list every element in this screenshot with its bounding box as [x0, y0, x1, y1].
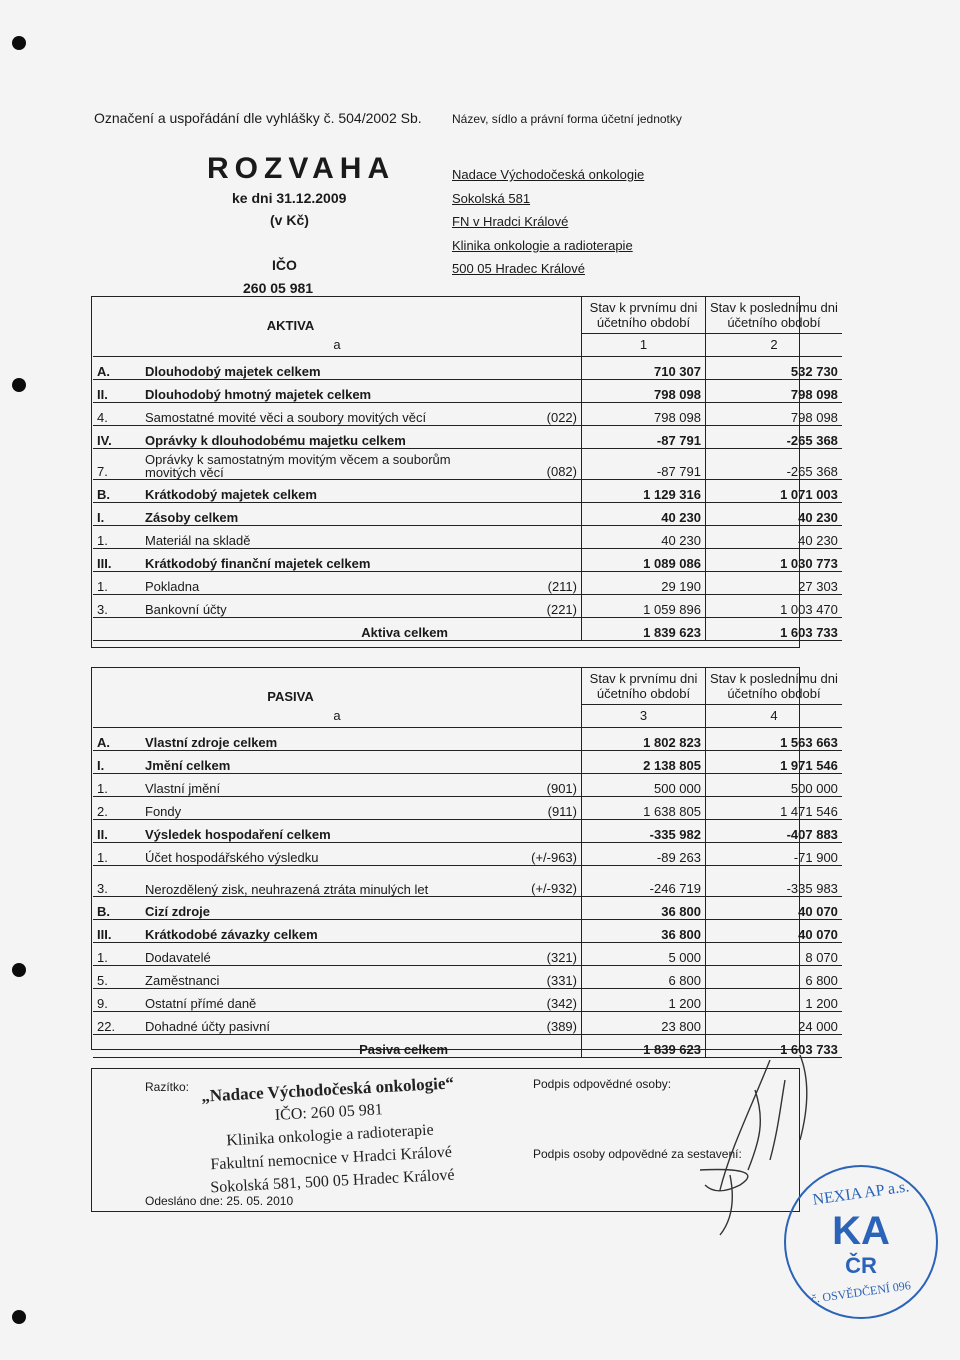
row-label: Účet hospodářského výsledku	[141, 842, 488, 865]
table-row	[93, 942, 842, 965]
row-value-start: 710 307	[582, 356, 706, 379]
row-value-start: 5 000	[582, 942, 706, 965]
row-value-end: 40 230	[706, 525, 842, 548]
page-title: ROZVAHA	[207, 152, 396, 185]
row-value-end: 1 200	[706, 988, 842, 1011]
auditor-seal	[784, 1165, 938, 1319]
aktiva-total-v2: 1 603 733	[706, 617, 842, 640]
row-ref	[488, 819, 582, 842]
seal-bottom-text: č. OSVĚDČENÍ 096	[810, 1278, 912, 1306]
pasiva-total-label: Pasiva celkem	[141, 1034, 488, 1057]
aktiva-index-row	[93, 333, 842, 356]
pasiva-col2-header: Stav k poslednímu dni účetního období	[706, 668, 842, 704]
row-code: IV.	[93, 425, 141, 448]
row-ref	[488, 727, 582, 750]
row-value-start: -246 719	[582, 865, 706, 896]
row-ref: (901)	[488, 773, 582, 796]
stamp-line: Klinika onkologie a radioterapie	[225, 1121, 435, 1150]
row-value-start: 36 800	[582, 896, 706, 919]
pasiva-rows	[93, 727, 842, 1034]
row-ref	[488, 548, 582, 571]
row-value-start: -89 263	[582, 842, 706, 865]
row-code: 4.	[93, 402, 141, 425]
punch-hole	[12, 378, 26, 392]
row-value-start: -87 791	[582, 448, 706, 479]
table-row	[93, 727, 842, 750]
aktiva-col1-header: Stav k prvnímu dni účetního období	[582, 297, 706, 333]
aktiva-col2-header: Stav k poslednímu dni účetního období	[706, 297, 842, 333]
row-code: III.	[93, 919, 141, 942]
table-row	[93, 919, 842, 942]
row-ref: (+/-932)	[488, 865, 582, 896]
row-value-start: 40 230	[582, 502, 706, 525]
row-ref: (082)	[488, 448, 582, 479]
stamp-line: Fakultní nemocnice v Hradci Králové	[210, 1143, 453, 1174]
row-ref	[488, 896, 582, 919]
aktiva-col-a: a	[93, 333, 582, 356]
pasiva-col1-num: 3	[582, 704, 706, 727]
table-row	[93, 773, 842, 796]
row-value-end: 27 303	[706, 571, 842, 594]
row-code: 3.	[93, 865, 141, 896]
row-ref: (+/-963)	[488, 842, 582, 865]
row-label: Dohadné účty pasivní	[141, 1011, 488, 1034]
punch-hole	[12, 963, 26, 977]
row-code: II.	[93, 379, 141, 402]
table-row	[93, 594, 842, 617]
row-code: 2.	[93, 796, 141, 819]
row-value-start: -335 982	[582, 819, 706, 842]
entity-street: Sokolská 581	[452, 190, 531, 206]
aktiva-total-v1: 1 839 623	[582, 617, 706, 640]
row-label: Dlouhodobý hmotný majetek celkem	[141, 379, 488, 402]
regulation-notice: Označení a uspořádání dle vyhlášky č. 504/2002 Sb.	[94, 110, 422, 126]
row-ref: (331)	[488, 965, 582, 988]
table-row	[93, 356, 842, 379]
pasiva-total-v2: 1 603 733	[706, 1034, 842, 1057]
row-label: Krátkodobý majetek celkem	[141, 479, 488, 502]
seal-top-text: NEXIA AP a.s.	[811, 1178, 911, 1209]
row-value-end: -335 983	[706, 865, 842, 896]
stamp-line: IČO: 260 05 981	[274, 1101, 384, 1124]
pasiva-table	[93, 668, 842, 1058]
table-row	[93, 571, 842, 594]
row-label: Vlastní jmění	[141, 773, 488, 796]
row-code: II.	[93, 819, 141, 842]
row-value-start: 36 800	[582, 919, 706, 942]
row-code: A.	[93, 356, 141, 379]
row-label: Jmění celkem	[141, 750, 488, 773]
pasiva-col-a: a	[93, 704, 582, 727]
row-ref: (221)	[488, 594, 582, 617]
row-code: 1.	[93, 942, 141, 965]
punch-hole	[12, 1310, 26, 1324]
entity-name: Nadace Východočeská onkologie	[452, 167, 645, 182]
row-value-start: 6 800	[582, 965, 706, 988]
ico-label: IČO	[272, 257, 297, 273]
table-row	[93, 819, 842, 842]
row-ref	[488, 379, 582, 402]
pasiva-col2-num: 4	[706, 704, 842, 727]
row-code: 9.	[93, 988, 141, 1011]
seal-center-top: KA	[832, 1209, 890, 1253]
row-value-end: 40 070	[706, 896, 842, 919]
row-value-start: 2 138 805	[582, 750, 706, 773]
row-ref: (022)	[488, 402, 582, 425]
row-value-start: 1 638 805	[582, 796, 706, 819]
row-value-start: 798 098	[582, 402, 706, 425]
aktiva-rows	[93, 356, 842, 617]
row-label: Vlastní zdroje celkem	[141, 727, 488, 750]
row-code: 22.	[93, 1011, 141, 1034]
entity-clinic: Klinika onkologie a radioterapie	[452, 237, 633, 253]
row-label: Krátkodobé závazky celkem	[141, 919, 488, 942]
entity-hospital: FN v Hradci Králové	[452, 214, 569, 229]
aktiva-section-title: AKTIVA	[266, 318, 315, 333]
row-value-end: 1 071 003	[706, 479, 842, 502]
aktiva-total-label: Aktiva celkem	[141, 617, 488, 640]
pasiva-index-row	[93, 704, 842, 727]
responsible-signature-label: Podpis odpovědné osoby:	[533, 1077, 672, 1091]
row-code: B.	[93, 896, 141, 919]
row-label: Ostatní přímé daně	[141, 988, 488, 1011]
stamp-line: „Nadace Východočeská onkologie“	[200, 1073, 455, 1106]
table-row	[93, 842, 842, 865]
row-code: A.	[93, 727, 141, 750]
table-row	[93, 502, 842, 525]
row-value-start: 1 200	[582, 988, 706, 1011]
table-row	[93, 425, 842, 448]
row-value-end: 1 003 470	[706, 594, 842, 617]
pasiva-col1-header: Stav k prvnímu dni účetního období	[582, 668, 706, 704]
pasiva-section-title: PASIVA	[267, 689, 314, 704]
row-value-end: 798 098	[706, 402, 842, 425]
row-code: III.	[93, 548, 141, 571]
row-label: Zásoby celkem	[141, 502, 488, 525]
row-ref	[488, 502, 582, 525]
row-label: Fondy	[141, 796, 488, 819]
row-value-end: 1 971 546	[706, 750, 842, 773]
row-value-end: 1 563 663	[706, 727, 842, 750]
row-value-end: 532 730	[706, 356, 842, 379]
row-value-start: -87 791	[582, 425, 706, 448]
row-value-start: 29 190	[582, 571, 706, 594]
aktiva-col1-num: 1	[582, 333, 706, 356]
stamp-line: Sokolská 581, 500 05 Hradec Králové	[209, 1166, 455, 1197]
row-value-end: 40 230	[706, 502, 842, 525]
row-value-start: 23 800	[582, 1011, 706, 1034]
table-row	[93, 896, 842, 919]
row-label: Oprávky k samostatným movitým věcem a souborům movitých věcí	[141, 448, 488, 479]
table-row	[93, 525, 842, 548]
table-row	[93, 548, 842, 571]
row-label: Nerozdělený zisk, neuhrazená ztráta minulých let	[141, 865, 488, 896]
row-label: Krátkodobý finanční majetek celkem	[141, 548, 488, 571]
row-value-end: 6 800	[706, 965, 842, 988]
table-row	[93, 379, 842, 402]
row-value-start: 1 089 086	[582, 548, 706, 571]
ico-value: 260 05 981	[243, 280, 314, 296]
row-value-end: -265 368	[706, 425, 842, 448]
row-value-start: 1 059 896	[582, 594, 706, 617]
row-label: Samostatné movité věci a soubory movitých věcí	[141, 402, 488, 425]
row-label: Materiál na skladě	[141, 525, 488, 548]
row-code: 1.	[93, 571, 141, 594]
row-label: Výsledek hospodaření celkem	[141, 819, 488, 842]
row-label: Bankovní účty	[141, 594, 488, 617]
row-ref	[488, 479, 582, 502]
row-ref	[488, 525, 582, 548]
row-ref: (389)	[488, 1011, 582, 1034]
row-code: 3.	[93, 594, 141, 617]
row-value-start: 798 098	[582, 379, 706, 402]
row-code: 1.	[93, 773, 141, 796]
pasiva-header-row	[93, 668, 842, 704]
sent-date: Odesláno dne: 25. 05. 2010	[145, 1194, 294, 1208]
row-value-start: 500 000	[582, 773, 706, 796]
row-label: Dodavatelé	[141, 942, 488, 965]
row-value-end: -71 900	[706, 842, 842, 865]
row-ref: (342)	[488, 988, 582, 1011]
row-code: 1.	[93, 842, 141, 865]
row-code: I.	[93, 502, 141, 525]
aktiva-table	[93, 297, 842, 641]
row-value-end: 40 070	[706, 919, 842, 942]
aktiva-header-row	[93, 297, 842, 333]
seal-center-bottom: ČR	[845, 1253, 877, 1278]
row-ref	[488, 356, 582, 379]
table-row	[93, 796, 842, 819]
punch-hole	[12, 36, 26, 50]
table-row	[93, 448, 842, 479]
entity-block	[452, 163, 644, 281]
row-code: 5.	[93, 965, 141, 988]
table-row	[93, 988, 842, 1011]
table-row	[93, 479, 842, 502]
row-value-start: 1 129 316	[582, 479, 706, 502]
row-value-end: 1 030 773	[706, 548, 842, 571]
organization-stamp	[192, 1071, 468, 1200]
row-code: I.	[93, 750, 141, 773]
compiler-signature-label: Podpis osoby odpovědné za sestavení:	[533, 1147, 742, 1161]
entity-caption: Název, sídlo a právní forma účetní jednotky	[452, 112, 682, 126]
row-label: Pokladna	[141, 571, 488, 594]
row-value-end: 8 070	[706, 942, 842, 965]
row-ref: (211)	[488, 571, 582, 594]
row-label: Zaměstnanci	[141, 965, 488, 988]
table-row	[93, 402, 842, 425]
row-code: B.	[93, 479, 141, 502]
aktiva-total-row	[93, 617, 842, 640]
row-label: Dlouhodobý majetek celkem	[141, 356, 488, 379]
row-ref: (911)	[488, 796, 582, 819]
currency-label: (v Kč)	[270, 212, 309, 228]
row-code: 7.	[93, 448, 141, 479]
table-row	[93, 865, 842, 896]
row-value-end: -265 368	[706, 448, 842, 479]
pasiva-total-v1: 1 839 623	[582, 1034, 706, 1057]
stamp-label: Razítko:	[145, 1080, 190, 1094]
report-date: ke dni 31.12.2009	[232, 190, 347, 206]
entity-city: 500 05 Hradec Králové	[452, 261, 585, 276]
row-value-end: 24 000	[706, 1011, 842, 1034]
row-value-end: 798 098	[706, 379, 842, 402]
row-code: 1.	[93, 525, 141, 548]
row-ref	[488, 919, 582, 942]
row-value-end: -407 883	[706, 819, 842, 842]
row-value-end: 500 000	[706, 773, 842, 796]
row-label: Cizí zdroje	[141, 896, 488, 919]
table-row	[93, 750, 842, 773]
table-row	[93, 1011, 842, 1034]
row-ref: (321)	[488, 942, 582, 965]
row-value-end: 1 471 546	[706, 796, 842, 819]
row-value-start: 40 230	[582, 525, 706, 548]
row-ref	[488, 425, 582, 448]
row-label: Oprávky k dlouhodobému majetku celkem	[141, 425, 488, 448]
row-value-start: 1 802 823	[582, 727, 706, 750]
table-row	[93, 965, 842, 988]
row-ref	[488, 750, 582, 773]
aktiva-col2-num: 2	[706, 333, 842, 356]
